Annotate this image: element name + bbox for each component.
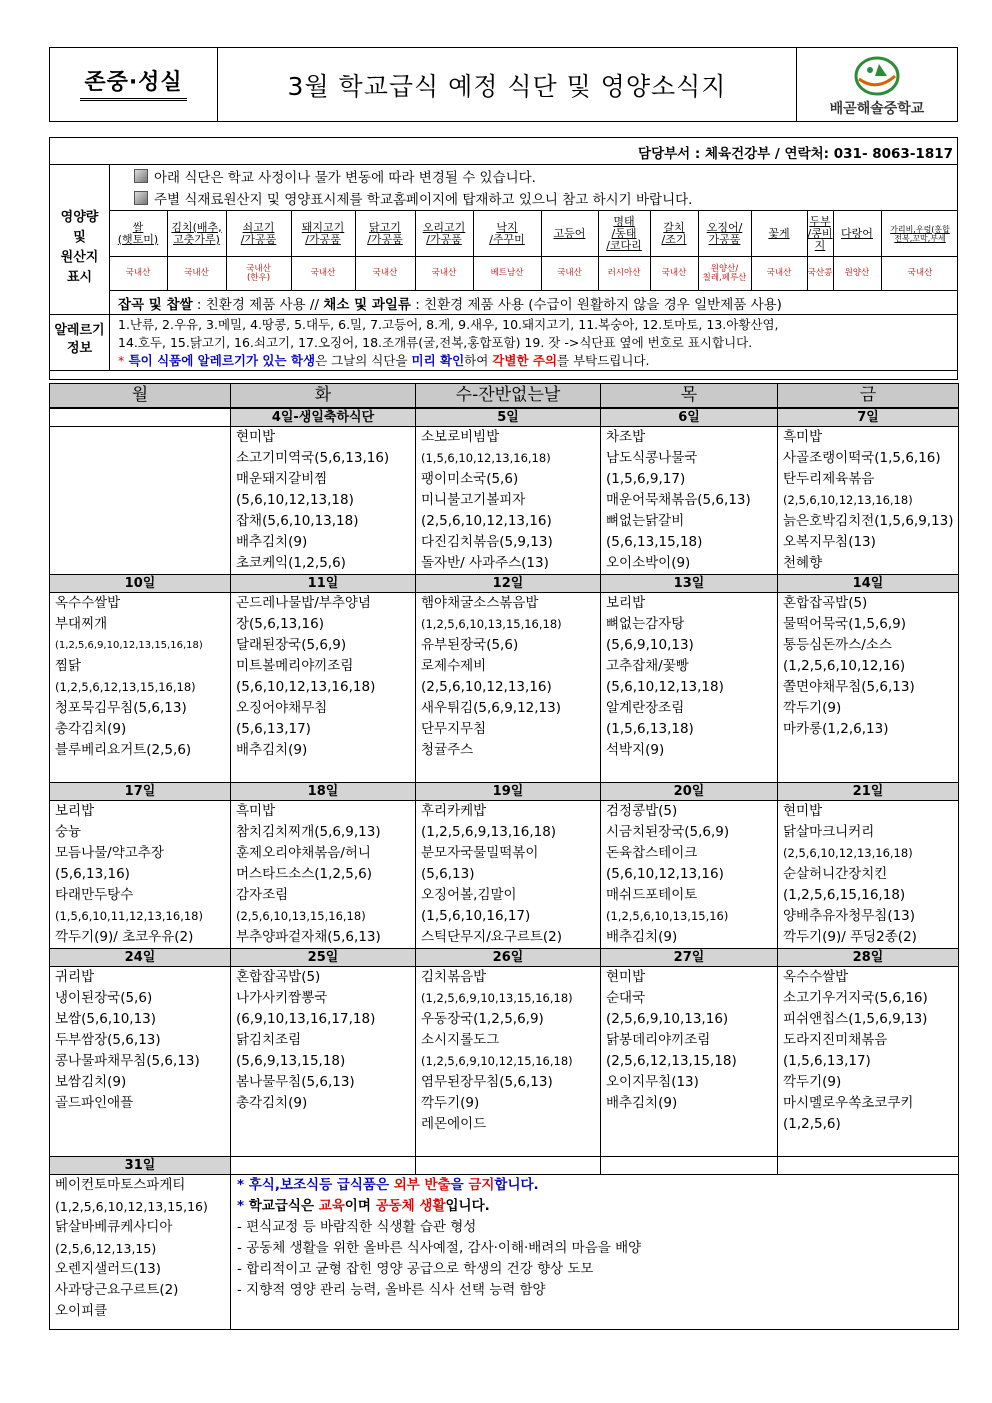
menu-item: 배추김치(9) <box>236 741 308 758</box>
notice-2: 주별 식재료원산지 및 영양표시제를 학교홈페이지에 탑재하고 있으니 참고 하시기 바랍니다. <box>134 188 692 208</box>
origin-ingredient: 돼지고기 /가공품 <box>301 220 345 246</box>
menu-item: 시금치된장국(5,6,9) <box>606 823 730 840</box>
divider <box>881 210 882 290</box>
date-cell: 18일 <box>231 782 416 800</box>
menu-item: (1,2,5,6,12,13,15,16,18) <box>55 679 196 694</box>
menu-item: 다진김치볶음(5,9,13) <box>421 533 553 550</box>
menu-item: 보쌈(5,6,10,13) <box>55 1010 157 1027</box>
menu-item: 쫄면야채무침(5,6,13) <box>783 678 915 695</box>
menu-item: 모듬나물/약고추장 <box>55 844 164 861</box>
menu-item: (1,5,6,10,16,17) <box>421 907 531 924</box>
menu-item: (5,6,10,12,13,16,18) <box>236 678 376 695</box>
allergy-warning: * 특이 식품에 알레르기가 있는 학생은 그날의 식단을 미리 확인하여 각별한 주의를 부탁드립니다. <box>118 353 650 368</box>
menu-item: 배추김치(9) <box>606 928 678 945</box>
menu-cell <box>416 800 601 948</box>
menu-item: (1,5,6,9,17) <box>606 470 686 487</box>
menu-cell <box>416 426 601 574</box>
menu-item: 현미밥 <box>606 968 646 985</box>
menu-item: 석박지(9) <box>606 741 665 758</box>
menu-item: 배추김치(9) <box>606 1094 678 1111</box>
allergy-label: 알레르기 정보 <box>54 323 105 356</box>
menu-item: (1,2,5,6) <box>783 1115 841 1132</box>
menu-item: 장(5,6,13,16) <box>236 615 324 632</box>
origin-country: 국내산 <box>310 268 336 278</box>
menu-item: 깍두기(9) <box>783 1073 842 1090</box>
menu-item: 보리밥 <box>55 802 95 819</box>
guideline-point: - 합리적이고 균형 잡힌 영양 공급으로 학생의 건강 향상 도모 <box>237 1260 594 1277</box>
menu-item: 로제수제비 <box>421 657 487 674</box>
menu-item: 현미밥 <box>783 802 823 819</box>
weekday-header: 화 <box>231 384 416 408</box>
date-cell: 19일 <box>416 782 601 800</box>
menu-item: 팽이미소국(5,6) <box>421 470 519 487</box>
menu-item: (1,5,6,10,12,13,16,18) <box>421 450 551 465</box>
menu-item: 남도식콩나물국 <box>606 449 698 466</box>
menu-item: 사골조랭이떡국(1,5,6,16) <box>783 449 941 466</box>
cube-bullet-icon <box>134 191 148 205</box>
menu-item: 깍두기(9)/ 초코우유(2) <box>55 928 194 945</box>
menu-item: 소고기미역국(5,6,13,16) <box>236 449 390 466</box>
menu-item: 찜닭 <box>55 657 82 674</box>
menu-item: 유부된장국(5,6) <box>421 636 519 653</box>
school-meal-guidelines <box>231 1174 959 1329</box>
menu-item: 돈육찹스테이크 <box>606 844 698 861</box>
menu-item: 머스타드소스(1,2,5,6) <box>236 865 373 882</box>
menu-item: 오복지무침(13) <box>783 533 876 550</box>
menu-item: (2,5,6,10,12,13,16,18) <box>783 492 913 507</box>
divider <box>109 314 110 370</box>
guideline-point: - 공동체 생활을 위한 올바른 식사예절, 감사·이해·배려의 마음을 배양 <box>237 1239 642 1256</box>
date-cell: 7일 <box>778 408 959 427</box>
empty-cell <box>416 1156 601 1174</box>
menu-cell <box>231 966 416 1156</box>
date-cell: 11일 <box>231 574 416 592</box>
guideline-point: - 지향적 영양 관리 능력, 올바른 식사 선택 능력 함양 <box>237 1281 546 1298</box>
menu-cell <box>231 426 416 574</box>
menu-cell <box>50 1174 231 1329</box>
date-cell: 25일 <box>231 948 416 966</box>
menu-item: (1,2,5,6,9,10,12,13,15,16,18) <box>55 639 203 651</box>
menu-cell <box>416 966 601 1156</box>
menu-item: 감자조림 <box>236 886 289 903</box>
menu-item: 청귤주스 <box>421 741 474 758</box>
empty-cell <box>778 1156 959 1174</box>
menu-item: 오이지무침(13) <box>606 1073 699 1090</box>
menu-item: 늙은호박김치전(1,5,6,9,13) <box>783 512 954 529</box>
guideline-2: * 학교급식은 교육이며 공동체 생활입니다. <box>237 1197 490 1214</box>
origin-label: 영양량 및 원산지 표시 <box>60 210 99 285</box>
menu-item: 김치볶음밥 <box>421 968 487 985</box>
menu-item: 참치김치찌개(5,6,9,13) <box>236 823 381 840</box>
date-cell: 6일 <box>601 408 778 427</box>
menu-cell <box>601 800 778 948</box>
menu-item: 달래된장국(5,6,9) <box>236 636 347 653</box>
divider <box>355 210 356 290</box>
divider <box>833 210 834 290</box>
origin-ingredient: 두부 /콩비 지 <box>807 214 833 252</box>
divider <box>109 290 957 291</box>
menu-cell <box>231 800 416 948</box>
menu-cell <box>601 426 778 574</box>
menu-item: (5,6,10,12,13,16) <box>606 865 724 882</box>
menu-item: 닭살바베큐케사디아 <box>55 1218 173 1235</box>
menu-item: 새우튀김(5,6,9,12,13) <box>421 699 561 716</box>
menu-cell <box>778 592 959 782</box>
menu-item: 물떡어묵국(1,5,6,9) <box>783 615 906 632</box>
menu-item: (2,5,6,10,13,15,16,18) <box>236 908 366 923</box>
menu-item: 탄두리제육볶음 <box>783 470 875 487</box>
date-cell: 20일 <box>601 782 778 800</box>
origin-country: 국내산 <box>907 268 933 278</box>
date-cell: 13일 <box>601 574 778 592</box>
menu-item: (2,5,6,10,12,13,16,18) <box>783 845 913 860</box>
menu-item: 오이소박이(9) <box>606 554 691 571</box>
menu-item: 곤드레나물밥/부추양념 <box>236 594 371 611</box>
origin-ingredient: 명태 /동태 /코다리 <box>606 214 642 252</box>
menu-item: 마카롱(1,2,6,13) <box>783 720 889 737</box>
divider <box>167 210 168 290</box>
date-cell: 26일 <box>416 948 601 966</box>
origin-country: 국산콩 <box>807 268 833 278</box>
department-contact: 담당부서 : 체육건강부 / 연락처: 031- 8063-1817 <box>638 146 953 162</box>
origin-ingredient: 쇠고기 /가공품 <box>240 220 277 246</box>
menu-item: (5,6,13,17) <box>236 720 311 737</box>
weekday-header: 월 <box>50 384 231 408</box>
menu-cell <box>416 592 601 782</box>
date-cell: 5일 <box>416 408 601 427</box>
menu-item: 천혜향 <box>783 554 823 571</box>
menu-item: 흑미밥 <box>236 802 276 819</box>
menu-item: 초코케익(1,2,5,6) <box>236 554 346 571</box>
menu-item: (1,5,6,10,11,12,13,16,18) <box>55 908 203 923</box>
menu-cell <box>778 966 959 1156</box>
origin-ingredient: 꽃게 <box>768 226 790 240</box>
menu-item: 잡채(5,6,10,13,18) <box>236 512 359 529</box>
date-cell: 27일 <box>601 948 778 966</box>
menu-item: (2,5,6,9,10,13,16) <box>606 1010 729 1027</box>
divider <box>415 210 416 290</box>
menu-item: 콩나물파채무침(5,6,13) <box>55 1052 200 1069</box>
menu-item: 타래만두탕수 <box>55 886 134 903</box>
date-cell: 17일 <box>50 782 231 800</box>
weekday-header: 수-잔반없는날 <box>416 384 601 408</box>
menu-cell <box>601 966 778 1156</box>
school-emblem-icon <box>797 52 958 102</box>
menu-item: (2,5,6,10,12,13,16) <box>421 512 552 529</box>
menu-item: 미니불고기볼피자 <box>421 491 526 508</box>
origin-country: 베트남산 <box>490 268 524 278</box>
menu-item: 검정콩밥(5) <box>606 802 678 819</box>
origin-country: 국내산 <box>661 268 687 278</box>
page-header <box>49 47 958 122</box>
date-cell: 28일 <box>778 948 959 966</box>
menu-item: 레몬에이드 <box>421 1115 487 1132</box>
divider <box>751 210 752 290</box>
divider <box>650 210 651 290</box>
menu-item: 고추잡채/꽃빵 <box>606 657 689 674</box>
origin-ingredient: 갈치 /조기 <box>661 220 687 246</box>
menu-item: 도라지진미채볶음 <box>783 1031 888 1048</box>
menu-item: 귀리밥 <box>55 968 95 985</box>
origin-country: 러시아산 <box>607 268 641 278</box>
menu-cell <box>231 592 416 782</box>
divider <box>541 210 542 290</box>
menu-item: 양배추유자청무침(13) <box>783 907 916 924</box>
menu-cell <box>778 800 959 948</box>
notice-1: 아래 식단은 학교 사정이나 물가 변동에 따라 변경될 수 있습니다. <box>134 166 536 186</box>
empty-cell <box>601 1156 778 1174</box>
menu-item: 소보로비빔밥 <box>421 428 500 445</box>
menu-item: 숭늉 <box>55 823 82 840</box>
menu-item: 뼈없는닭갈비 <box>606 512 685 529</box>
menu-item: (1,2,5,6,10,13,15,16) <box>606 908 729 923</box>
weekday-header: 금 <box>778 384 959 408</box>
menu-item: 뼈없는감자탕 <box>606 615 685 632</box>
menu-item: (5,6,9,10,13) <box>606 636 694 653</box>
menu-item: (6,9,10,13,16,17,18) <box>236 1010 376 1027</box>
menu-item: 햄야채굴소스볶음밥 <box>421 594 539 611</box>
menu-item: (1,2,5,6,10,13,15,16,18) <box>421 616 562 631</box>
date-cell: 4일-생일축하식단 <box>231 408 416 427</box>
origin-country: 원양산/ 칠레,페루산 <box>702 263 747 283</box>
menu-item: 흑미밥 <box>783 428 823 445</box>
menu-item: 닭봉데리야끼조림 <box>606 1031 711 1048</box>
menu-item: 옥수수쌀밥 <box>55 594 121 611</box>
menu-item: 매쉬드포테이토 <box>606 886 698 903</box>
menu-cell <box>50 592 231 782</box>
menu-item: 돌자반/ 사과주스(13) <box>421 554 549 571</box>
menu-item: 블루베리요거트(2,5,6) <box>55 741 192 758</box>
origin-country: 국내산 (한우) <box>246 263 271 283</box>
menu-item: 깍두기(9)/ 푸딩2종(2) <box>783 928 917 945</box>
menu-item: 배추김치(9) <box>236 533 308 550</box>
empty-cell <box>231 1156 416 1174</box>
allergy-list-2: 14.호두, 15.닭고기, 16.쇠고기, 17.오징어, 18.조개류(굴,전복,홍합포함) 19. 잣 ->식단표 옆에 번호로 표시합니다. <box>118 335 753 350</box>
divider <box>226 210 227 290</box>
guideline-1: * 후식,보조식등 급식품은 외부 반출을 금지합니다. <box>237 1176 539 1193</box>
menu-item: 보리밥 <box>606 594 646 611</box>
menu-item: (1,5,6,13,18) <box>606 720 694 737</box>
menu-item: 통등심돈까스/소스 <box>783 636 892 653</box>
menu-item: (2,5,6,12,13,15,18) <box>606 1052 737 1069</box>
menu-cell <box>50 966 231 1156</box>
origin-country: 국내산 <box>372 268 398 278</box>
menu-cell <box>778 426 959 574</box>
menu-item: 스틱단무지/요구르트(2) <box>421 928 563 945</box>
guideline-point: - 편식교정 등 바람직한 식생활 습관 형성 <box>237 1218 477 1235</box>
date-cell: 12일 <box>416 574 601 592</box>
menu-item: (1,2,5,6,9,10,13,15,16,18) <box>421 990 573 1005</box>
menu-item: (1,2,5,6,9,13,16,18) <box>421 823 557 840</box>
origin-ingredient: 오리고기 /가공품 <box>422 220 466 246</box>
menu-item: 부대찌개 <box>55 615 108 632</box>
info-panel <box>49 137 958 380</box>
date-cell: 31일 <box>50 1156 231 1174</box>
cube-bullet-icon <box>134 169 148 183</box>
date-cell: 10일 <box>50 574 231 592</box>
school-logo <box>796 48 957 121</box>
menu-item: 오징어야채무침 <box>236 699 328 716</box>
menu-item: (1,2,5,6,15,16,18) <box>783 886 906 903</box>
menu-item: 냉이된장국(5,6) <box>55 989 153 1006</box>
menu-item: 혼합잡곡밥(5) <box>236 968 321 985</box>
menu-item: (5,6,13,15,18) <box>606 533 703 550</box>
page-title: 3월 학교급식 예정 식단 및 영양소식지 <box>287 71 727 101</box>
origin-country: 국내산 <box>557 268 582 278</box>
menu-item: 분모자국물밀떡볶이 <box>421 844 539 861</box>
menu-item: (2,5,6,10,12,13,16) <box>421 678 552 695</box>
origin-ingredient: 오징어/ 가공품 <box>706 220 743 246</box>
menu-item: 오렌지샐러드(13) <box>55 1260 161 1277</box>
menu-item: 닭김치조림 <box>236 1031 302 1048</box>
weekday-header: 목 <box>601 384 778 408</box>
menu-item: (5,6,13) <box>421 865 475 882</box>
menu-item: (2,5,6,12,13,15) <box>55 1240 157 1256</box>
menu-item: 우동장국(1,2,5,6,9) <box>421 1010 544 1027</box>
menu-item: 피쉬앤칩스(1,5,6,9,13) <box>783 1010 928 1027</box>
date-cell: 21일 <box>778 782 959 800</box>
origin-ingredient: 김치(배추, 고춧가루) <box>171 220 222 246</box>
menu-item: 현미밥 <box>236 428 276 445</box>
school-name: 배곧해솔중학교 <box>829 101 925 117</box>
menu-item: 깍두기(9) <box>421 1094 480 1111</box>
menu-item: 소시지롤도그 <box>421 1031 500 1048</box>
menu-item: 옥수수쌀밥 <box>783 968 849 985</box>
menu-item: 보쌈김치(9) <box>55 1073 127 1090</box>
menu-item: 단무지무침 <box>421 720 487 737</box>
menu-item: 베이컨토마토스파게티 <box>55 1176 186 1193</box>
menu-item: 두부쌈장(5,6,13) <box>55 1031 161 1048</box>
menu-item: 총각김치(9) <box>55 720 127 737</box>
menu-item: (5,6,13,16) <box>55 865 130 882</box>
date-cell: 24일 <box>50 948 231 966</box>
menu-item: 순대국 <box>606 989 646 1006</box>
allergy-list-1: 1.난류, 2.우유, 3.메밀, 4.땅콩, 5.대두, 6.밀, 7.고등어, 8.게, 9.새우, 10.돼지고기, 11.복숭아, 12.토마토, 13.아황산염, <box>118 317 779 332</box>
menu-item: (1,2,5,6,10,12,13,15,16) <box>55 1198 208 1214</box>
menu-cell <box>50 426 231 574</box>
menu-cell <box>601 592 778 782</box>
divider <box>598 210 599 290</box>
divider <box>50 314 957 315</box>
divider <box>50 164 957 165</box>
menu-item: (5,6,10,12,13,18) <box>606 678 724 695</box>
eco-products-note: 잡곡 및 찹쌀 : 친환경 제품 사용 // 채소 및 과일류 : 친환경 제품 사용 (수급이 원활하지 않을 경우 일반제품 사용) <box>118 297 782 313</box>
divider <box>50 370 957 371</box>
menu-item: 순살허니간장치킨 <box>783 865 888 882</box>
date-cell <box>50 408 231 427</box>
divider <box>807 210 808 290</box>
origin-ingredient: 다랑어 <box>841 226 873 240</box>
menu-item: 혼합잡곡밥(5) <box>783 594 868 611</box>
origin-country: 원양산 <box>844 268 870 278</box>
origin-ingredient: 가리비,우렁(홍합 전복,꼬막,부세 <box>890 224 950 243</box>
menu-cell <box>50 800 231 948</box>
menu-item: 염무된장무침(5,6,13) <box>421 1073 553 1090</box>
origin-ingredient: 쌀 (햇토미) <box>117 220 159 246</box>
origin-ingredient: 낙지 /주꾸미 <box>489 220 525 246</box>
menu-item: 총각김치(9) <box>236 1094 308 1111</box>
origin-country: 국내산 <box>184 268 209 278</box>
menu-item: (1,5,6,13,17) <box>783 1052 871 1069</box>
menu-item: 매운돼지갈비찜 <box>236 470 328 487</box>
date-cell: 14일 <box>778 574 959 592</box>
menu-item: 나가사키짬뽕국 <box>236 989 328 1006</box>
menu-item: 미트볼메리야끼조림 <box>236 657 354 674</box>
divider <box>473 210 474 290</box>
menu-item: (5,6,10,12,13,18) <box>236 491 354 508</box>
menu-item: 부추양파겉자채(5,6,13) <box>236 928 381 945</box>
menu-item: (1,2,5,6,10,12,16) <box>783 657 906 674</box>
menu-item: (1,2,5,6,9,10,12,15,16,18) <box>421 1053 573 1068</box>
origin-ingredient: 닭고기 /가공품 <box>367 220 403 246</box>
origin-country: 국내산 <box>431 268 457 278</box>
menu-item: (5,6,9,13,15,18) <box>236 1052 346 1069</box>
menu-item: 마시멜로우쏙초코쿠키 <box>783 1094 914 1111</box>
menu-item: 봄나물무침(5,6,13) <box>236 1073 355 1090</box>
meal-calendar <box>49 383 959 1330</box>
menu-item: 사과당근요구르트(2) <box>55 1281 179 1298</box>
origin-country: 국내산 <box>766 268 792 278</box>
menu-item: 후리카케밥 <box>421 802 487 819</box>
origin-country: 국내산 <box>125 268 151 278</box>
school-motto: 존중·성실 <box>50 48 218 121</box>
divider <box>698 210 699 290</box>
menu-item: 훈제오리야채볶음/허니 <box>236 844 371 861</box>
origin-ingredient: 고등어 <box>553 226 586 240</box>
menu-item: 깍두기(9) <box>783 699 842 716</box>
menu-item: 소고기우거지국(5,6,16) <box>783 989 928 1006</box>
menu-item: 알계란장조림 <box>606 699 685 716</box>
divider <box>291 210 292 290</box>
menu-item: 청포묵김무침(5,6,13) <box>55 699 187 716</box>
menu-item: 오이피클 <box>55 1302 108 1319</box>
menu-item: 닭살마크니커리 <box>783 823 875 840</box>
menu-item: 오징어볼,김말이 <box>421 886 517 903</box>
menu-item: 골드파인애플 <box>55 1094 134 1111</box>
menu-item: 차조밥 <box>606 428 646 445</box>
menu-item: 매운어묵채볶음(5,6,13) <box>606 491 751 508</box>
